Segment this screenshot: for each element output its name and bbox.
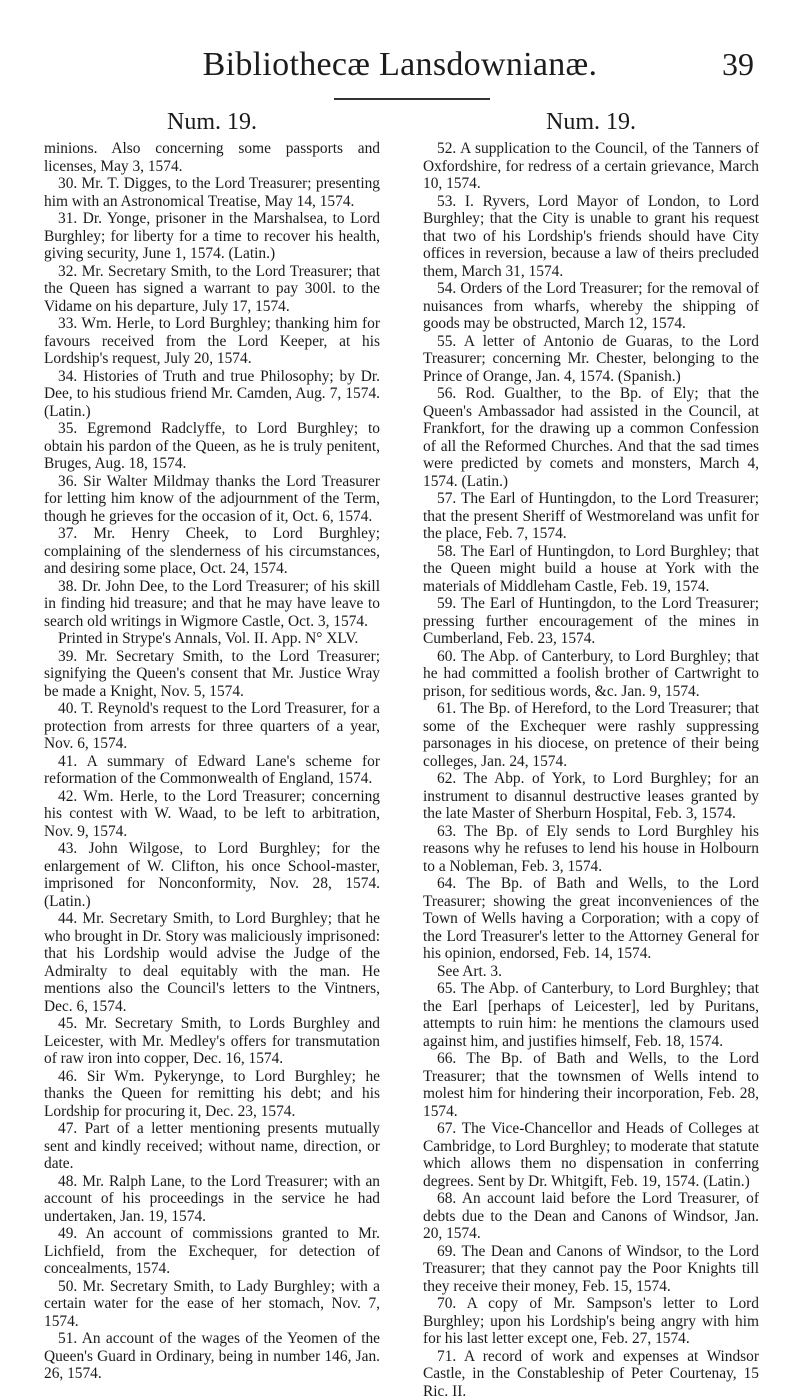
catalogue-entry: 66. The Bp. of Bath and Wells, to the Lord Treasurer; that the townsmen of Wells intend to molest him for hindering their incorporation, Feb. 28, 1574. xyxy=(423,1050,759,1120)
running-title: Bibliothecæ Lansdownianæ. xyxy=(0,46,800,84)
catalogue-entry: 63. The Bp. of Ely sends to Lord Burghley his reasons why he refuses to lend his house in Holbourn to a Nobleman, Feb. 3, 1574. xyxy=(423,823,759,876)
catalogue-entry: 30. Mr. T. Digges, to the Lord Treasurer; presenting him with an Astronomical Treatise, May 14, 1574. xyxy=(44,175,380,210)
catalogue-entry: 47. Part of a letter mentioning presents mutually sent and kindly received; without name, direction, or date. xyxy=(44,1120,380,1173)
catalogue-entry: 42. Wm. Herle, to the Lord Treasurer; concerning his contest with W. Waad, to be left to arbitration, Nov. 9, 1574. xyxy=(44,788,380,841)
catalogue-entry: 43. John Wilgose, to Lord Burghley; for the enlargement of W. Clifton, his once School-master, imprisoned for Nonconformity, Nov. 28, 1574. (Latin.) xyxy=(44,840,380,910)
catalogue-entry: See Art. 3. xyxy=(423,963,759,981)
catalogue-entry: 55. A letter of Antonio de Guaras, to the Lord Treasurer; concerning Mr. Chester, belonging to the Prince of Orange, Jan. 4, 1574. (Spanish.) xyxy=(423,333,759,386)
catalogue-entry: 39. Mr. Secretary Smith, to the Lord Treasurer; signifying the Queen's consent that Mr. Justice Wray be made a Knight, Nov. 5, 1574. xyxy=(44,648,380,701)
right-entries xyxy=(423,140,759,1400)
catalogue-entry: 32. Mr. Secretary Smith, to the Lord Treasurer; that the Queen has signed a warrant to pay 300l. to the Vidame on his departure, July 17, 1574. xyxy=(44,263,380,316)
catalogue-entry: 36. Sir Walter Mildmay thanks the Lord Treasurer for letting him know of the adjournment of the Term, though he grieves for the occasion of it, Oct. 6, 1574. xyxy=(44,473,380,526)
catalogue-entry: 67. The Vice-Chancellor and Heads of Colleges at Cambridge, to Lord Burghley; to moderate that statute which allows them no dispensation in conferring degrees. Sent by Dr. Whitgift, Feb. 19, 1574. (Latin.) xyxy=(423,1120,759,1190)
header-rule xyxy=(334,98,490,100)
catalogue-entry: 69. The Dean and Canons of Windsor, to the Lord Treasurer; that they cannot pay the Poor Knights till they receive their money, Feb. 15, 1574. xyxy=(423,1243,759,1296)
catalogue-entry: 71. A record of work and expenses at Windsor Castle, in the Constableship of Peter Courtenay, 15 Ric. II. xyxy=(423,1348,759,1400)
catalogue-entry: 59. The Earl of Huntingdon, to the Lord Treasurer; pressing further encouragement of the mines in Cumberland, Feb. 23, 1574. xyxy=(423,595,759,648)
catalogue-entry: 50. Mr. Secretary Smith, to Lady Burghley; with a certain water for the ease of her stomach, Nov. 7, 1574. xyxy=(44,1278,380,1331)
catalogue-entry: 37. Mr. Henry Cheek, to Lord Burghley; complaining of the slenderness of his circumstances, and desiring some place, Oct. 24, 1574. xyxy=(44,525,380,578)
catalogue-entry: 52. A supplication to the Council, of the Tanners of Oxfordshire, for redress of a certain grievance, March 10, 1574. xyxy=(423,140,759,193)
catalogue-entry: 65. The Abp. of Canterbury, to Lord Burghley; that the Earl [perhaps of Leicester], led by Puritans, attempts to ruin him: he mentions the clamours used against him, and justifies himself, Feb. 18, 1574. xyxy=(423,980,759,1050)
catalogue-entry: 53. I. Ryvers, Lord Mayor of London, to Lord Burghley; that the City is unable to grant his request that two of his Lordship's friends should have City offices in reversion, because a law of theirs precluded them, March 31, 1574. xyxy=(423,193,759,281)
catalogue-entry: 34. Histories of Truth and true Philosophy; by Dr. Dee, to his studious friend Mr. Camden, Aug. 7, 1574. (Latin.) xyxy=(44,368,380,421)
catalogue-entry: 62. The Abp. of York, to Lord Burghley; for an instrument to disannul destructive leases granted by the late Master of Sherburn Hospital, Feb. 3, 1574. xyxy=(423,770,759,823)
catalogue-entry: 45. Mr. Secretary Smith, to Lords Burghley and Leicester, with Mr. Medley's offers for transmutation of raw iron into copper, Dec. 16, 1574. xyxy=(44,1015,380,1068)
catalogue-entry: 40. T. Reynold's request to the Lord Treasurer, for a protection from arrests for three quarters of a year, Nov. 6, 1574. xyxy=(44,700,380,753)
catalogue-entry: 51. An account of the wages of the Yeomen of the Queen's Guard in Ordinary, being in number 146, Jan. 26, 1574. xyxy=(44,1330,380,1383)
catalogue-entry: 46. Sir Wm. Pykerynge, to Lord Burghley; he thanks the Queen for remitting his debt; and his Lordship for procuring it, Dec. 23, 1574. xyxy=(44,1068,380,1121)
catalogue-entry: 54. Orders of the Lord Treasurer; for the removal of nuisances from wharfs, whereby the shipping of goods may be obstructed, March 12, 1574. xyxy=(423,280,759,333)
catalogue-entry: 38. Dr. John Dee, to the Lord Treasurer; of his skill in finding hid treasure; and that he may have leave to search old writings in Wigmore Castle, Oct. 3, 1574. xyxy=(44,578,380,631)
page-number: 39 xyxy=(722,46,754,83)
catalogue-entry: 44. Mr. Secretary Smith, to Lord Burghley; that he who brought in Dr. Story was maliciously imprisoned: that his Lordship would advise the Judge of the Admiralty to deal equitably with the man. He mentions also the Council's letters to the Vintners, Dec. 6, 1574. xyxy=(44,910,380,1015)
page-header xyxy=(0,46,800,86)
catalogue-entry: 33. Wm. Herle, to Lord Burghley; thanking him for favours received from the Lord Keeper, at his Lordship's request, July 20, 1574. xyxy=(44,315,380,368)
catalogue-entry: 64. The Bp. of Bath and Wells, to the Lord Treasurer; showing the great inconveniences of the Town of Wells having a Corporation; with a copy of the Lord Treasurer's letter to the Attorney General for his opinion, endorsed, Feb. 14, 1574. xyxy=(423,875,759,963)
catalogue-entry: 68. An account laid before the Lord Treasurer, of debts due to the Dean and Canons of Windsor, Jan. 20, 1574. xyxy=(423,1190,759,1243)
catalogue-entry: 58. The Earl of Huntingdon, to Lord Burghley; that the Queen might build a house at York with the materials of Middleham Castle, Feb. 19, 1574. xyxy=(423,543,759,596)
catalogue-entry: 60. The Abp. of Canterbury, to Lord Burghley; that he had committed a foolish brother of Cartwright to prison, for seditious words, &c. Jan. 9, 1574. xyxy=(423,648,759,701)
left-column xyxy=(44,108,380,1383)
catalogue-entry: 41. A summary of Edward Lane's scheme for reformation of the Commonwealth of England, 1574. xyxy=(44,753,380,788)
catalogue-entry: 57. The Earl of Huntingdon, to the Lord Treasurer; that the present Sheriff of Westmoreland was unfit for the place, Feb. 7, 1574. xyxy=(423,490,759,543)
catalogue-entry: 35. Egremond Radclyffe, to Lord Burghley; to obtain his pardon of the Queen, as he is truly penitent, Bruges, Aug. 18, 1574. xyxy=(44,420,380,473)
catalogue-entry: 49. An account of commissions granted to Mr. Lichfield, from the Exchequer, for detection of concealments, 1574. xyxy=(44,1225,380,1278)
catalogue-entry: minions. Also concerning some passports and licenses, May 3, 1574. xyxy=(44,140,380,175)
column-heading: Num. 19. xyxy=(423,108,759,136)
catalogue-entry: Printed in Strype's Annals, Vol. II. App. N° XLV. xyxy=(44,630,380,648)
catalogue-entry: 31. Dr. Yonge, prisoner in the Marshalsea, to Lord Burghley; for liberty for a time to recover his health, giving security, June 1, 1574. (Latin.) xyxy=(44,210,380,263)
right-column xyxy=(423,108,759,1400)
left-entries xyxy=(44,140,380,1383)
column-heading: Num. 19. xyxy=(44,108,380,136)
catalogue-entry: 56. Rod. Gualther, to the Bp. of Ely; that the Queen's Ambassador had assisted in the Council, at Frankfort, for the drawing up a common Confession of all the Reformed Churches. And that the sad times were predicted by comets and monsters, March 4, 1574. (Latin.) xyxy=(423,385,759,490)
catalogue-entry: 48. Mr. Ralph Lane, to the Lord Treasurer; with an account of his proceedings in the service he had undertaken, Jan. 19, 1574. xyxy=(44,1173,380,1226)
catalogue-entry: 61. The Bp. of Hereford, to the Lord Treasurer; that some of the Exchequer were rashly suppressing parsonages in his diocese, on pretence of their being colleges, Jan. 24, 1574. xyxy=(423,700,759,770)
catalogue-entry: 70. A copy of Mr. Sampson's letter to Lord Burghley; upon his Lordship's being angry with him for his last letter except one, Feb. 27, 1574. xyxy=(423,1295,759,1348)
